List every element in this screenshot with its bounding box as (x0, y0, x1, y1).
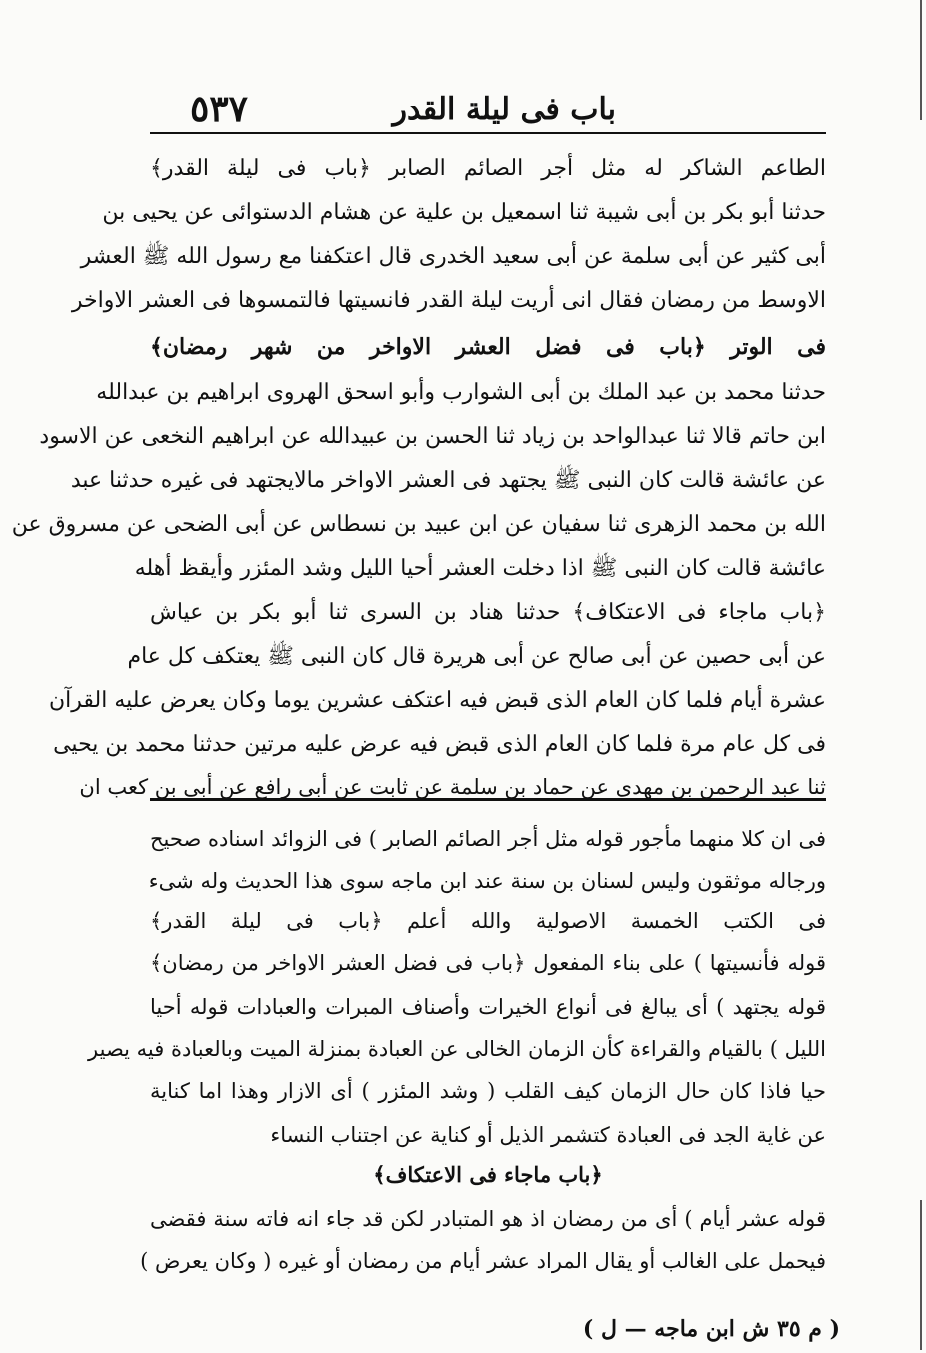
main-line: ابن حاتم قالا ثنا عبدالواحد بن زياد ثنا الحسن بن عبيدالله عن ابراهيم النخعى عن الاسود (39, 424, 826, 449)
footnote-line: قوله يجتهد ) أى يبالغ فى أنواع الخيرات وأصناف المبرات والعبادات قوله أحيا (150, 995, 826, 1019)
footnote-line: قوله عشر أيام ) أى من رمضان اذ هو المتبادر لكن قد جاء انه فاته سنة فقضى (150, 1207, 826, 1231)
main-line: فى كل عام مرة فلما كان العام الذى قبض فيه عرض عليه مرتين حدثنا محمد بن يحيى (53, 732, 826, 757)
footnote-line: ورجاله موثقون وليس لسنان بن سنة عند ابن ماجه سوى هذا الحديث وله شىء (148, 869, 826, 893)
main-line: الطاعم الشاكر له مثل أجر الصائم الصابر ﴿باب فى ليلة القدر﴾ (150, 156, 826, 181)
footnote-line: فى ان كلا منهما مأجور قوله مثل أجر الصائم الصابر ) فى الزوائد اسناده صحيح (150, 827, 826, 851)
main-line: أبى كثير عن أبى سلمة عن أبى سعيد الخدرى قال اعتكفنا مع رسول الله ﷺ العشر (80, 244, 826, 269)
main-line: ثنا عبد الرحمن بن مهدى عن حماد بن سلمة عن ثابت عن أبى رافع عن أبى بن كعب ان (79, 775, 826, 799)
footnote-line: قوله فأنسيتها ) على بناء المفعول ﴿باب فى فضل العشر الاواخر من رمضان﴾ (150, 951, 826, 975)
footnote-line: فيحمل على الغالب أو يقال المراد عشر أيام من رمضان أو غيره ( وكان يعرض ) (140, 1249, 826, 1273)
footnote-line: الليل ) بالقيام والقراءة كأن الزمان الخالى عن العبادة بمنزلة الميت وبالعبادة فيه يصير (88, 1037, 826, 1061)
footnote-line: فى الكتب الخمسة الاصولية والله أعلم ﴿باب فى ليلة القدر﴾ (150, 909, 826, 933)
signature-mark: ( م ٣٥ ش ابن ماجه — ل ) (582, 1316, 840, 1342)
main-line: الاوسط من رمضان فقال انى أريت ليلة القدر فانسيتها فالتمسوها فى العشر الاواخر (71, 288, 826, 313)
main-line: ﴿باب ماجاء فى الاعتكاف﴾ حدثنا هناد بن السرى ثنا أبو بكر بن عياش (150, 600, 826, 625)
chapter-title: باب فى ليلة القدر (392, 92, 616, 127)
main-line: عائشة قالت كان النبى ﷺ اذا دخلت العشر أحيا الليل وشد المئزر وأيقظ أهله (134, 556, 826, 581)
scan-edge-mark (920, 0, 922, 120)
footnote-line: عن غاية الجد فى العبادة كتشمر الذيل أو كناية عن اجتناب النساء (270, 1123, 826, 1147)
main-line: فى الوتر ﴿باب فى فضل العشر الاواخر من شهر رمضان﴾ (150, 334, 826, 360)
page-number: ٥٣٧ (190, 88, 249, 130)
main-line: الله بن محمد الزهرى ثنا سفيان عن ابن عبيد بن نسطاس عن أبى الضحى عن مسروق عن (11, 512, 826, 537)
header-rule (150, 132, 826, 134)
running-header (150, 88, 826, 132)
footnote-separator (150, 798, 826, 801)
main-line: عن أبى حصين عن أبى صالح عن أبى هريرة قال كان النبى ﷺ يعتكف كل عام (127, 644, 826, 669)
scan-edge-mark (920, 1200, 922, 1350)
main-line: عن عائشة قالت كان النبى ﷺ يجتهد فى العشر الاواخر مالايجتهد فى غيره حدثنا عبد (70, 468, 826, 493)
main-line: حدثنا أبو بكر بن أبى شيبة ثنا اسمعيل بن علية عن هشام الدستوائى عن يحيى بن (102, 200, 826, 225)
footnote-heading: ﴿باب ماجاء فى الاعتكاف﴾ (373, 1162, 603, 1187)
footnote-line: حيا فاذا كان حال الزمان كيف القلب ( وشد المئزر ) أى الازار وهذا اما كناية (150, 1079, 826, 1103)
main-line: حدثنا محمد بن عبد الملك بن أبى الشوارب وأبو اسحق الهروى ابراهيم بن عبدالله (96, 380, 826, 405)
main-line: عشرة أيام فلما كان العام الذى قبض فيه اعتكف عشرين يوما وكان يعرض عليه القرآن (49, 688, 826, 713)
